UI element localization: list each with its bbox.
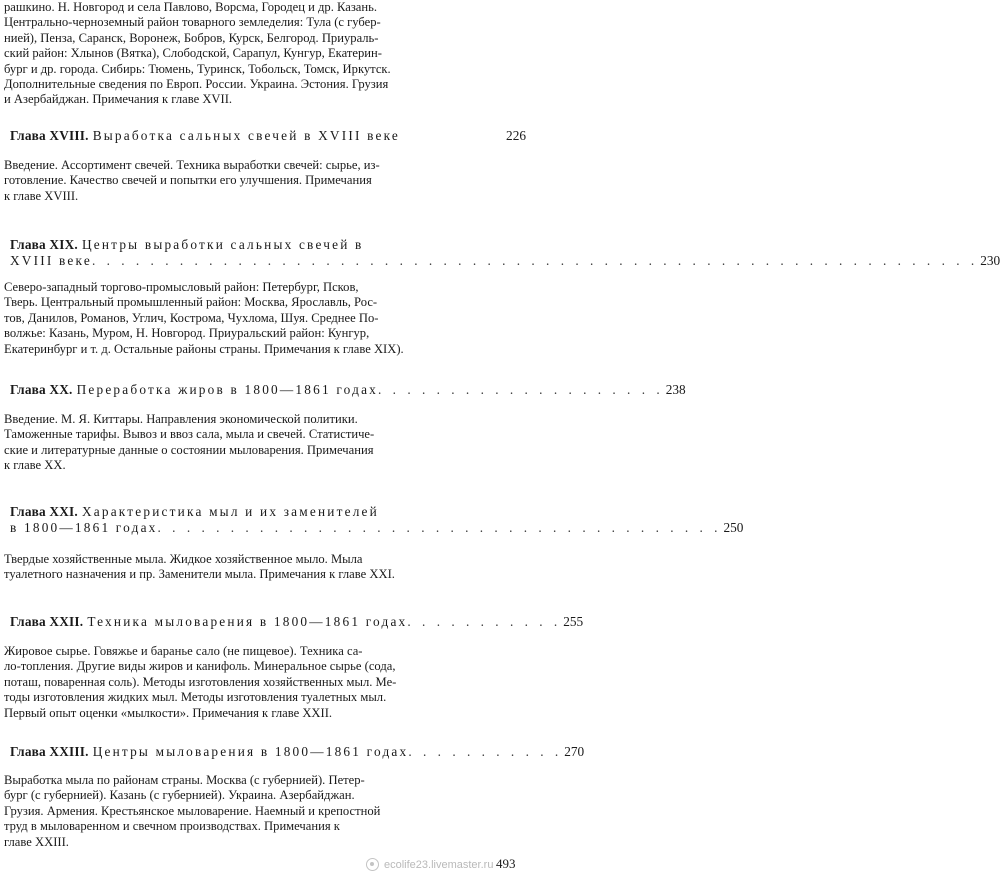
chapter-heading-xxi: Глава XXI. Характеристика мыл и их заменителей в 1800—1861 годах . . . . . . . . . . . . . . . . . . . . . . . . . . . . . . . . . . . . . . . 250 bbox=[10, 504, 744, 535]
text-line: и Азербайджан. Примечания к главе XVII. bbox=[4, 92, 233, 107]
text-line: к главе XX. bbox=[4, 458, 66, 473]
chapter-heading-xix: Глава XIX. Центры выработки сальных свечей в XVIII веке . . . . . . . . . . . . . . . . . . . . . . . . . . . . . . . . . . . . . . . . . . . . . . . . . . . . . . . . . . . . . 230 bbox=[10, 237, 1000, 268]
chapter-title: Центры выработки сальных свечей в bbox=[81, 237, 364, 252]
text-line: тоды изготовления жидких мыл. Методы изготовления туалетных мыл. bbox=[4, 690, 387, 705]
text-line: Северо-западный торгово-промысловый район: Петербург, Псков, bbox=[4, 280, 359, 294]
chapter-title: Характеристика мыл и их заменителей bbox=[81, 504, 379, 519]
text-line: нией), Пенза, Саранск, Воронеж, Бобров, Курск, Белгород. Приураль- bbox=[4, 30, 379, 45]
chapter-title: Центры мыловарения в 1800—1861 годах bbox=[92, 744, 409, 759]
text-line: Введение. М. Я. Киттары. Направления экономической политики. bbox=[4, 412, 358, 426]
text-line: готовление. Качество свечей и попытки его улучшения. Примечания bbox=[4, 173, 372, 188]
text-line: Первый опыт оценки «мылкости». Примечания к главе XXII. bbox=[4, 705, 333, 720]
chapter-title: Выработка сальных свечей в XVIII веке bbox=[92, 128, 401, 143]
text-line: Грузия. Армения. Крестьянское мыловарение. Наемный и крепостной bbox=[4, 803, 381, 818]
text-line: ские и литературные данные о состоянии мыловарения. Примечания bbox=[4, 442, 374, 457]
text-line: главе XXIII. bbox=[4, 834, 69, 849]
text-line: рашкино. Н. Новгород и села Павлово, Ворсма, Городец и др. Казань. bbox=[4, 0, 378, 14]
text-line: бург и др. города. Сибирь: Тюмень, Туринск, Тобольск, Томск, Иркутск. bbox=[4, 61, 391, 76]
chapter-heading-xx: Глава XX. Переработка жиров в 1800—1861 годах . . . . . . . . . . . . . . . . . . . . 238 bbox=[10, 382, 686, 397]
chapter-label: Глава XXII. bbox=[10, 614, 84, 629]
chapter-label: Глава XX. bbox=[10, 382, 73, 397]
chapter-description-xx bbox=[4, 412, 525, 474]
text-line: Екатеринбург и т. д. Остальные районы страны. Примечания к главе XIX). bbox=[4, 341, 404, 356]
chapter-description-xxii bbox=[4, 644, 525, 721]
chapter-page-number: 230 bbox=[980, 253, 1000, 268]
text-line: ский район: Хлынов (Вятка), Слободской, Сарапул, Кунгур, Екатерин- bbox=[4, 46, 382, 61]
chapter-description-xxiii bbox=[4, 773, 525, 850]
chapter-page-number: 250 bbox=[723, 520, 744, 535]
chapter-heading-xxiii: Глава XXIII. Центры мыловарения в 1800—1861 годах . . . . . . . . . . . 270 bbox=[10, 744, 585, 759]
chapter-title: Техника мыловарения в 1800—1861 годах bbox=[87, 614, 408, 629]
chapter-description-xix bbox=[4, 280, 525, 357]
top-paragraph bbox=[4, 0, 525, 108]
text-line: Введение. Ассортимент свечей. Техника выработки свечей: сырье, из- bbox=[4, 158, 380, 172]
chapter-heading-xxii: Глава XXII. Техника мыловарения в 1800—1861 годах . . . . . . . . . . . 255 bbox=[10, 614, 584, 629]
text-line: к главе XVIII. bbox=[4, 188, 79, 203]
text-line: бург (с губернией). Казань (с губернией). Украина. Азербайджан. bbox=[4, 788, 355, 803]
text-line: ло-топления. Другие виды жиров и канифоль. Минеральное сырье (сода, bbox=[4, 659, 396, 674]
text-line: Жировое сырье. Говяжье и баранье сало (не пищевое). Техника са- bbox=[4, 644, 363, 658]
text-line: волжье: Казань, Муром, Н. Новгород. Приуральский район: Кунгур, bbox=[4, 326, 370, 341]
text-line: труд в мыловаренном и свечном производствах. Примечания к bbox=[4, 819, 340, 834]
chapter-title-continued: в 1800—1861 годах bbox=[10, 520, 158, 535]
watermark bbox=[366, 858, 493, 871]
watermark-logo-icon bbox=[366, 858, 379, 871]
chapter-page-number: 255 bbox=[563, 614, 584, 629]
chapter-title-continued: XVIII веке bbox=[10, 253, 92, 268]
text-line: тов, Данилов, Романов, Углич, Кострома, Чухлома, Шуя. Среднее По- bbox=[4, 310, 379, 325]
chapter-heading-xviii bbox=[10, 128, 526, 144]
text-line: поташ, поваренная соль). Методы изготовления хозяйственных мыл. Ме- bbox=[4, 674, 397, 689]
page-number: 493 bbox=[496, 856, 516, 871]
chapter-label: Глава XXI. bbox=[10, 504, 78, 519]
watermark-text: ecolife23.livemaster.ru bbox=[384, 858, 494, 871]
text-line: Таможенные тарифы. Вывоз и ввоз сала, мыла и свечей. Статистиче- bbox=[4, 427, 375, 442]
chapter-label: Глава XVIII. bbox=[10, 128, 89, 143]
chapter-page-number: 238 bbox=[665, 382, 686, 397]
text-line: туалетного назначения и пр. Заменители мыла. Примечания к главе XXI. bbox=[4, 567, 395, 582]
chapter-description-xviii bbox=[4, 158, 525, 204]
text-line: Центрально-черноземный район товарного земледелия: Тула (с губер- bbox=[4, 15, 381, 30]
text-line: Выработка мыла по районам страны. Москва (с губернией). Петер- bbox=[4, 773, 365, 787]
chapter-page-number: 270 bbox=[564, 744, 585, 759]
text-line: Твердые хозяйственные мыла. Жидкое хозяйственное мыло. Мыла bbox=[4, 552, 363, 566]
chapter-page-number: 226 bbox=[506, 128, 526, 143]
chapter-label: Глава XXIII. bbox=[10, 744, 89, 759]
chapter-label: Глава XIX. bbox=[10, 237, 78, 252]
chapter-description-xxi bbox=[4, 552, 525, 583]
text-line: Дополнительные сведения по Европ. России. Украина. Эстония. Грузия bbox=[4, 77, 389, 92]
text-line: Тверь. Центральный промышленный район: Москва, Ярославль, Рос- bbox=[4, 295, 378, 310]
chapter-title: Переработка жиров в 1800—1861 годах bbox=[76, 382, 379, 397]
